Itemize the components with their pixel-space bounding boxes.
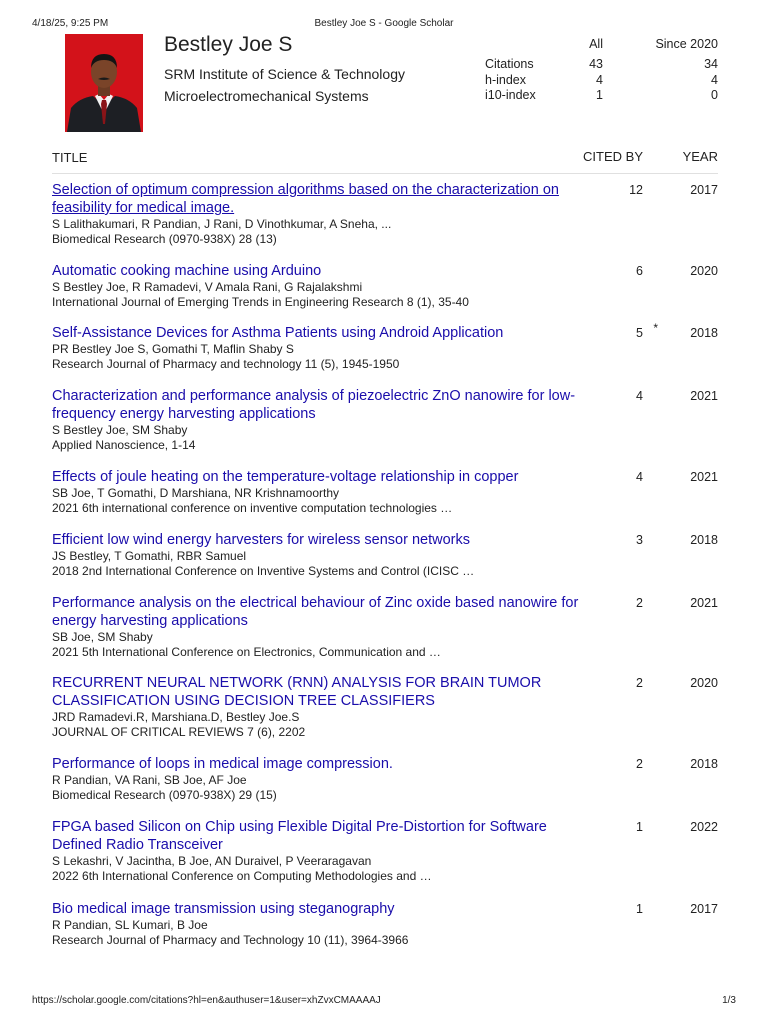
profile-name: Bestley Joe S bbox=[164, 33, 293, 56]
article-cited-by-link[interactable]: 12 bbox=[629, 183, 643, 197]
sort-by-cited-button[interactable]: CITED BY bbox=[583, 149, 643, 164]
article-title-link[interactable]: Efficient low wind energy harvesters for wireless sensor networks bbox=[52, 532, 470, 548]
article-venue: Applied Nanoscience, 1-14 bbox=[52, 438, 196, 452]
article-authors: R Pandian, VA Rani, SB Joe, AF Joe bbox=[52, 773, 247, 787]
article-row bbox=[52, 262, 718, 310]
article-title-link[interactable]: Selection of optimum compression algorithms based on the characterization on feasibility for medical image. bbox=[52, 182, 559, 216]
article-row bbox=[52, 818, 718, 884]
citation-metrics-table bbox=[485, 37, 718, 104]
article-authors: S Lalithakumari, R Pandian, J Rani, D Vinothkumar, A Sneha, ... bbox=[52, 217, 392, 231]
article-cited-by-link[interactable]: 5 bbox=[636, 326, 643, 340]
article-venue: JOURNAL OF CRITICAL REVIEWS 7 (6), 2202 bbox=[52, 725, 306, 739]
metrics-row-h-index bbox=[485, 73, 718, 89]
article-row bbox=[52, 594, 718, 660]
article-title-link[interactable]: Automatic cooking machine using Arduino bbox=[52, 263, 322, 279]
article-title-link[interactable]: RECURRENT NEURAL NETWORK (RNN) ANALYSIS FOR BRAIN TUMOR CLASSIFICATION USING DECISION TREE CLASSIFIERS bbox=[52, 675, 542, 709]
article-authors: JS Bestley, T Gomathi, RBR Samuel bbox=[52, 549, 247, 563]
article-venue: Research Journal of Pharmacy and technology 11 (5), 1945-1950 bbox=[52, 357, 400, 371]
article-year: 2022 bbox=[690, 820, 718, 834]
article-cited-by-link[interactable]: 2 bbox=[636, 596, 643, 610]
article-row bbox=[52, 468, 718, 516]
article-venue: 2021 6th international conference on inventive computation technologies … bbox=[52, 501, 453, 515]
article-venue: International Journal of Emerging Trends in Engineering Research 8 (1), 35-40 bbox=[52, 295, 469, 309]
profile-affiliation: SRM Institute of Science & Technology bbox=[164, 66, 405, 82]
article-row bbox=[52, 321, 718, 372]
metrics-since-value: 0 bbox=[711, 88, 718, 102]
article-year: 2018 bbox=[690, 326, 718, 340]
article-title-link[interactable]: Characterization and performance analysis of piezoelectric ZnO nanowire for low-frequency energy harvesting applications bbox=[52, 388, 576, 422]
article-row bbox=[52, 387, 718, 453]
article-cited-by-link[interactable]: 6 bbox=[636, 264, 643, 278]
metrics-all-value: 4 bbox=[596, 72, 603, 87]
article-year: 2018 bbox=[690, 533, 718, 547]
profile-interest-link[interactable]: Microelectromechanical Systems bbox=[164, 88, 369, 104]
article-authors: JRD Ramadevi.R, Marshiana.D, Bestley Joe.S bbox=[52, 710, 300, 724]
article-title-link[interactable]: Performance analysis on the electrical behaviour of Zinc oxide based nanowire for energy harvesting applications bbox=[52, 595, 579, 629]
metrics-all-value: 1 bbox=[596, 88, 603, 102]
article-row bbox=[52, 181, 718, 247]
article-cited-by-link[interactable]: 1 bbox=[636, 902, 643, 916]
print-footer bbox=[32, 995, 736, 1009]
article-cited-by-link[interactable]: 4 bbox=[636, 470, 643, 484]
article-year: 2017 bbox=[690, 183, 718, 197]
article-authors: S Bestley Joe, SM Shaby bbox=[52, 423, 188, 437]
print-page-number: 1/3 bbox=[722, 995, 736, 1006]
metrics-row-citations bbox=[485, 57, 718, 73]
articles-table-header bbox=[52, 147, 718, 174]
metrics-label: h-index bbox=[485, 72, 526, 87]
article-cited-by-link[interactable]: 1 bbox=[636, 820, 643, 834]
article-year: 2017 bbox=[690, 902, 718, 916]
metrics-header-row bbox=[485, 37, 718, 57]
print-header bbox=[32, 18, 736, 32]
article-venue: Biomedical Research (0970-938X) 29 (15) bbox=[52, 788, 277, 802]
article-title-link[interactable]: Performance of loops in medical image compression. bbox=[52, 756, 393, 772]
article-title-link[interactable]: Effects of joule heating on the temperature-voltage relationship in copper bbox=[52, 469, 519, 485]
article-row bbox=[52, 531, 718, 579]
article-venue: Biomedical Research (0970-938X) 28 (13) bbox=[52, 232, 277, 246]
article-row bbox=[52, 674, 718, 740]
article-venue: 2021 5th International Conference on Electronics, Communication and … bbox=[52, 645, 441, 659]
sort-by-year-button[interactable]: YEAR bbox=[682, 149, 718, 164]
print-page-title: Bestley Joe S - Google Scholar bbox=[314, 18, 454, 29]
article-cited-by-link[interactable]: 2 bbox=[636, 676, 643, 690]
article-row bbox=[52, 900, 718, 948]
metrics-since-value: 4 bbox=[711, 72, 718, 87]
merged-citations-star[interactable]: * bbox=[653, 321, 658, 335]
article-year: 2021 bbox=[690, 596, 718, 610]
article-authors: S Bestley Joe, R Ramadevi, V Amala Rani, G Rajalakshmi bbox=[52, 280, 363, 294]
article-title-link[interactable]: Self-Assistance Devices for Asthma Patients using Android Application bbox=[52, 325, 504, 341]
metrics-header-all: All bbox=[589, 37, 603, 51]
article-year: 2020 bbox=[690, 676, 718, 690]
article-year: 2020 bbox=[690, 264, 718, 278]
article-row bbox=[52, 755, 718, 803]
article-authors: SB Joe, SM Shaby bbox=[52, 630, 153, 644]
article-authors: PR Bestley Joe S, Gomathi T, Maflin Shaby S bbox=[52, 342, 294, 356]
article-authors: SB Joe, T Gomathi, D Marshiana, NR Krishnamoorthy bbox=[52, 486, 340, 500]
article-title-link[interactable]: FPGA based Silicon on Chip using Flexible Digital Pre-Distortion for Software Defined Radio Transceiver bbox=[52, 819, 547, 853]
article-venue: Research Journal of Pharmacy and Technology 10 (11), 3964-3966 bbox=[52, 933, 409, 947]
article-year: 2018 bbox=[690, 757, 718, 771]
article-authors: R Pandian, SL Kumari, B Joe bbox=[52, 918, 208, 932]
metrics-label: Citations bbox=[485, 57, 534, 71]
metrics-row-i10-index bbox=[485, 88, 718, 104]
print-url: https://scholar.google.com/citations?hl=en&authuser=1&user=xhZvxCMAAAAJ bbox=[32, 995, 381, 1006]
sort-by-title-button[interactable]: TITLE bbox=[52, 150, 88, 165]
article-title-link[interactable]: Bio medical image transmission using steganography bbox=[52, 901, 395, 917]
metrics-all-value: 43 bbox=[589, 57, 603, 71]
article-cited-by-link[interactable]: 4 bbox=[636, 389, 643, 403]
metrics-label: i10-index bbox=[485, 88, 536, 102]
article-year: 2021 bbox=[690, 389, 718, 403]
article-authors: S Lekashri, V Jacintha, B Joe, AN Duraivel, P Veeraragavan bbox=[52, 854, 372, 868]
metrics-since-value: 34 bbox=[704, 57, 718, 71]
article-cited-by-link[interactable]: 3 bbox=[636, 533, 643, 547]
article-venue: 2022 6th International Conference on Computing Methodologies and … bbox=[52, 869, 432, 883]
article-year: 2021 bbox=[690, 470, 718, 484]
article-cited-by-link[interactable]: 2 bbox=[636, 757, 643, 771]
article-venue: 2018 2nd International Conference on Inventive Systems and Control (ICISC … bbox=[52, 564, 475, 578]
profile-photo bbox=[65, 34, 143, 132]
metrics-header-since: Since 2020 bbox=[655, 37, 718, 51]
print-datetime: 4/18/25, 9:25 PM bbox=[32, 18, 109, 29]
